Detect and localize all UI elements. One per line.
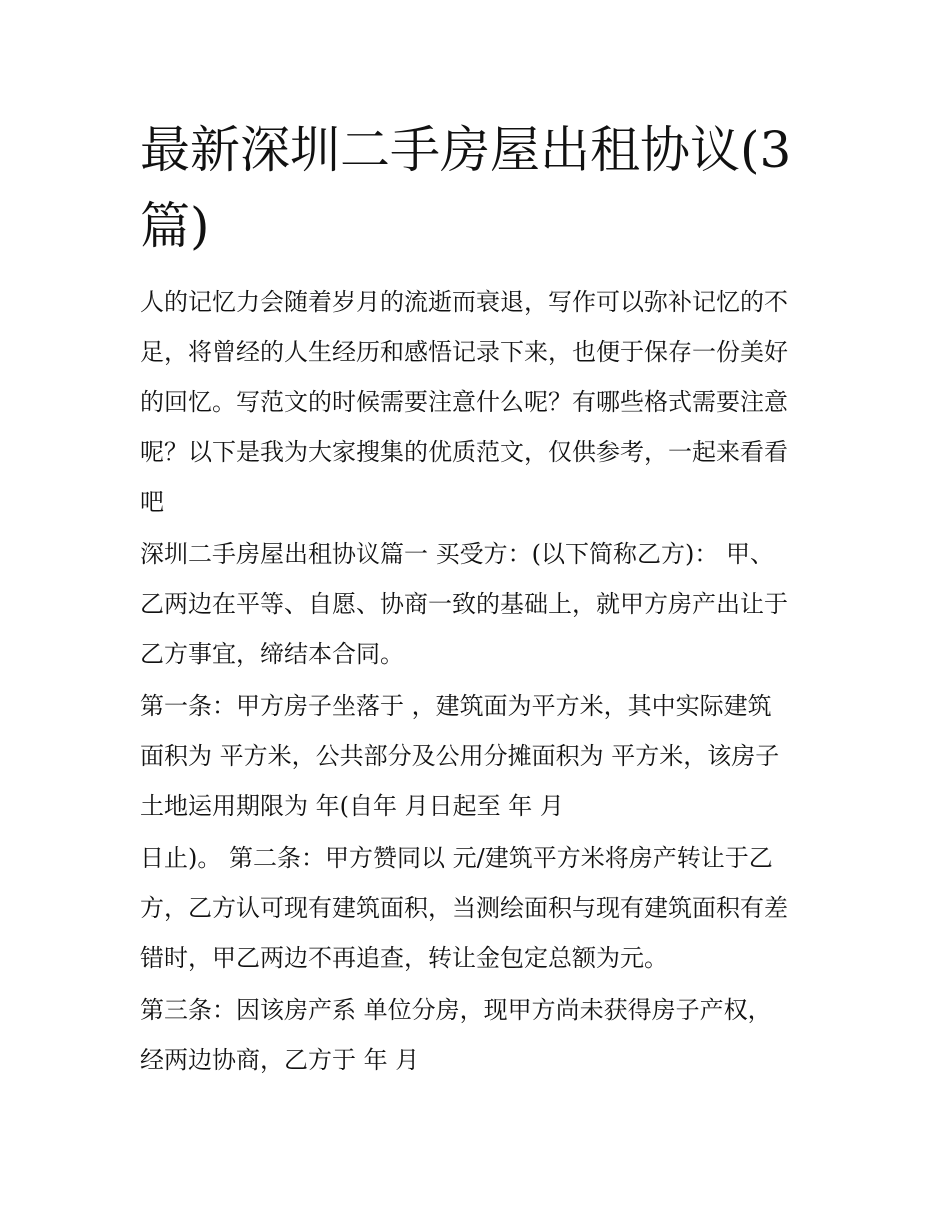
intro-paragraph	[140, 277, 815, 527]
title-line: 最新深圳二手房屋出租协议(3	[140, 121, 792, 179]
article-three-paragraph	[140, 985, 815, 1085]
text-line: 呢？以下是我为大家搜集的优质范文，仅供参考，一起来看看	[140, 438, 788, 466]
agreement-heading-paragraph	[140, 529, 815, 679]
text-line: 日止)。 第二条：甲方赞同以 元/建筑平方米将房产转让于乙	[140, 844, 773, 872]
text-line: 的回忆。写范文的时候需要注意什么呢？有哪些格式需要注意	[140, 388, 788, 416]
text-line: 乙方事宜，缔结本合同。	[140, 640, 404, 668]
text-line: 人的记忆力会随着岁月的流逝而衰退，写作可以弥补记忆的不	[140, 288, 788, 316]
document-title	[140, 112, 820, 264]
text-line: 土地运用期限为 年(自年 月日起至 年 月	[140, 792, 564, 820]
text-line: 经两边协商，乙方于 年 月	[140, 1046, 420, 1074]
title-line: 篇)	[140, 197, 210, 255]
article-one-paragraph	[140, 681, 815, 831]
article-two-paragraph	[140, 833, 815, 983]
text-line: 方，乙方认可现有建筑面积，当测绘面积与现有建筑面积有差	[140, 894, 788, 922]
text-line: 深圳二手房屋出租协议篇一 买受方：(以下简称乙方)： 甲、	[140, 540, 774, 568]
text-line: 乙两边在平等、自愿、协商一致的基础上，就甲方房产出让于	[140, 590, 788, 618]
text-line: 吧	[140, 488, 164, 516]
text-line: 足，将曾经的人生经历和感悟记录下来，也便于保存一份美好	[140, 338, 788, 366]
text-line: 第三条：因该房产系 单位分房，现甲方尚未获得房子产权，	[140, 996, 772, 1024]
text-line: 错时，甲乙两边不再追查，转让金包定总额为元。	[140, 944, 668, 972]
text-line: 面积为 平方米，公共部分及公用分摊面积为 平方米，该房子	[140, 742, 780, 770]
text-line: 第一条：甲方房子坐落于 ，建筑面为平方米，其中实际建筑	[140, 692, 772, 720]
